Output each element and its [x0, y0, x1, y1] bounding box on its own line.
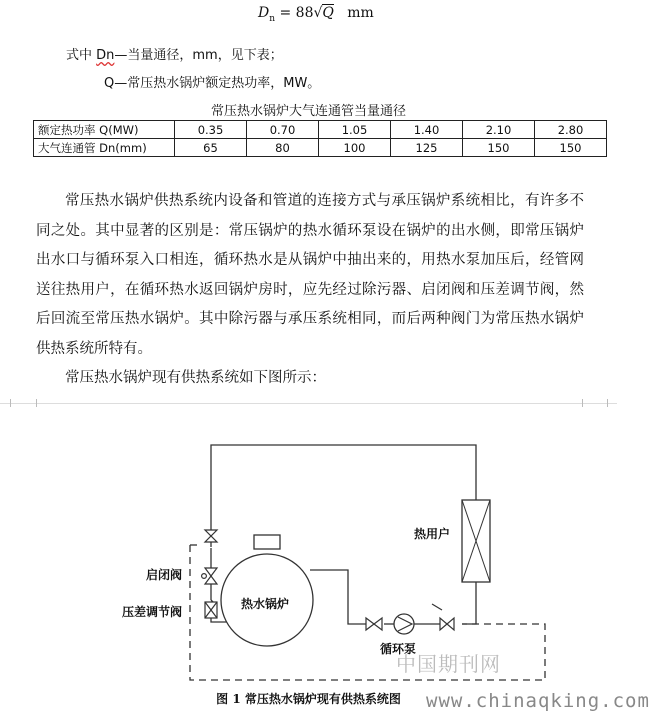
open-close-valve-symbol: [202, 568, 217, 584]
intro-term: Dn: [96, 48, 115, 63]
circulating-pump-symbol: [394, 614, 414, 634]
paragraph: 常压热水锅炉现有供热系统如下图所示：: [65, 370, 326, 386]
label-pump: 循环泵: [380, 642, 417, 656]
table-caption: 常压热水锅炉大气连通管当量通径: [210, 104, 406, 119]
top-valve-symbol: [205, 530, 217, 542]
table-cell: 0.70: [247, 121, 319, 139]
formula-lhs: D: [258, 5, 270, 21]
intro-rest: —当量通径，mm，见下表；: [114, 48, 283, 63]
formula-sub: n: [269, 13, 276, 24]
paragraph: 常压热水锅炉供热系统内设备和管道的连接方式与承压锅炉系统相比，有许多不同之处。其中显著的区别是：常压锅炉的热水循环泵设在锅炉的出水侧，即常压锅炉出水口与循环泵入口相连，循环热水是从锅炉中抽出来的，用热水泵加压后，经管网送往热用户，在循环热水返回锅炉房时，应先经过除污器、启闭阀和压差调节阀，然后回流至常压热水锅炉。其中除污器与承压系统相同，而后两种阀门为常压热水锅炉供热系统所特有。: [36, 193, 584, 357]
sqrt-sign: √: [313, 5, 323, 21]
intro-prefix: 式中: [66, 48, 97, 63]
table-cell: 1.40: [391, 121, 463, 139]
intro-line-2: Q—常压热水锅炉额定热功率，MW。: [104, 76, 321, 91]
pressure-diff-valve-symbol: [205, 602, 217, 618]
formula-unit: mm: [347, 5, 374, 21]
formula-eq: = 88: [279, 5, 314, 21]
watermark-url: www.chinaqking.com: [426, 690, 650, 712]
figure-caption: 图 1 常压热水锅炉现有供热系统图: [216, 692, 401, 706]
label-heat-user: 热用户: [414, 527, 451, 541]
pipe-right-lower: [462, 582, 476, 624]
supply-pipe-top: [211, 445, 476, 530]
table-row-label: 大气连通管 Dn(mm): [34, 139, 175, 157]
table-cell: 150: [535, 139, 607, 157]
table-cell: 2.10: [463, 121, 535, 139]
watermark-cn: 中国期刊网: [396, 652, 501, 676]
table-cell: 1.05: [319, 121, 391, 139]
heat-user-box: [462, 500, 490, 582]
table-cell: 65: [175, 139, 247, 157]
table-cell: 80: [247, 139, 319, 157]
label-open-close-valve: 启闭阀: [146, 568, 183, 582]
label-boiler: 热水锅炉: [241, 597, 290, 611]
boiler-shape: [221, 535, 313, 646]
table-cell: 125: [391, 139, 463, 157]
formula-rad: Q: [322, 5, 334, 21]
table-cell: 0.35: [175, 121, 247, 139]
table-cell: 2.80: [535, 121, 607, 139]
table-cell: 150: [463, 139, 535, 157]
table-row-label: 额定热功率 Q(MW): [34, 121, 175, 139]
label-pressure-diff-valve: 压差调节阀: [122, 605, 183, 619]
table-cell: 100: [319, 139, 391, 157]
boiler-outlet-pipe: [310, 570, 372, 624]
